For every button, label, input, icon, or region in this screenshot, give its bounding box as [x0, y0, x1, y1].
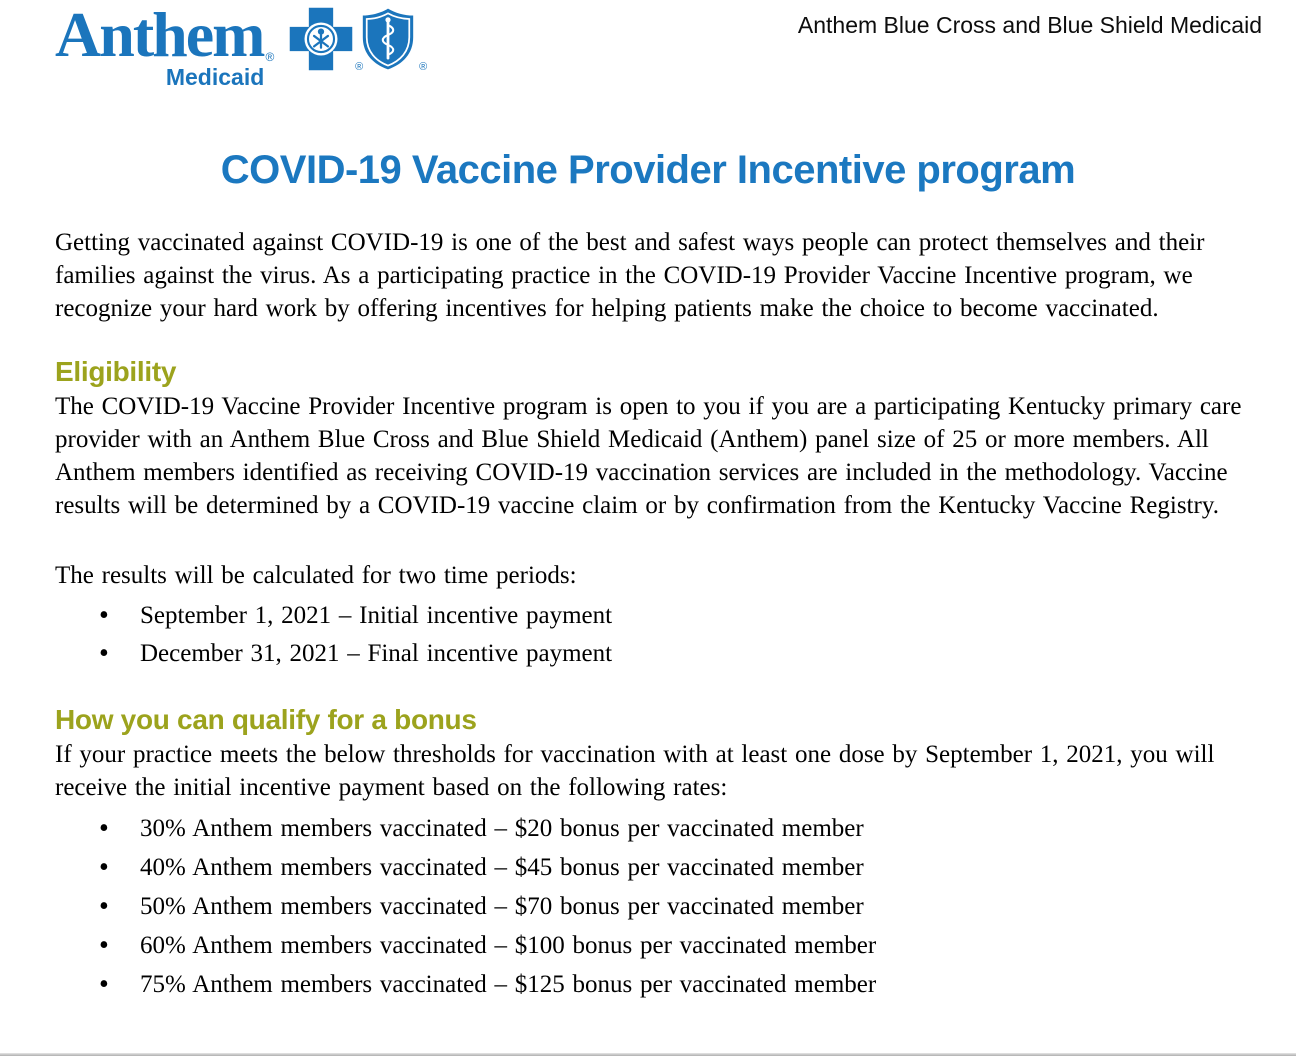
list-item: • 40% Anthem members vaccinated – $45 bonus per vaccinated member: [55, 848, 1246, 887]
periods-intro-text: The results will be calculated for two time periods:: [55, 562, 577, 589]
list-item: • 75% Anthem members vaccinated – $125 bonus per vaccinated member: [55, 965, 1246, 1004]
page-title: COVID-19 Vaccine Provider Incentive program: [220, 148, 1076, 192]
anthem-medicaid-logo: [55, 0, 428, 91]
bcbs-logo-icons: [284, 6, 428, 77]
list-item: • 50% Anthem members vaccinated – $70 bonus per vaccinated member: [55, 887, 1246, 926]
eligibility-paragraph: The COVID-19 Vaccine Provider Incentive program is open to you if you are a participating Kentucky primary care provider with an Anthem Blue Cross and Blue Shield Medicaid (Anthem) panel size of 25 or more members. All Anthem members identified as receiving COVID-19 vaccination services are included in the methodology. Vaccine results will be determined by a COVID-19 vaccine claim or by confirmation from the Kentucky Vaccine Registry.: [55, 393, 1242, 519]
payment-periods-list: [55, 597, 1246, 673]
bonus-heading: How you can qualify for a bonus: [55, 704, 477, 735]
list-item: • 30% Anthem members vaccinated – $20 bonus per vaccinated member: [55, 809, 1246, 848]
logo-medicaid-label: Medicaid: [165, 64, 265, 90]
intro-paragraph: Getting vaccinated against COVID-19 is one of the best and safest ways people can protect themselves and their families against the virus. As a participating practice in the COVID-19 Provider Vaccine Incentive program, we recognize your hard work by offering incentives for helping patients make the choice to become vaccinated.: [55, 229, 1205, 322]
document-body: [0, 226, 1296, 1004]
header-plan-name: Anthem Blue Cross and Blue Shield Medicaid: [797, 12, 1262, 38]
registered-mark: ®: [265, 50, 275, 64]
list-item: • September 1, 2021 – Initial incentive payment: [55, 597, 1246, 635]
list-item: • 60% Anthem members vaccinated – $100 bonus per vaccinated member: [55, 926, 1246, 965]
anthem-wordmark: Anthem: [55, 0, 264, 70]
list-item: • December 31, 2021 – Final incentive payment: [55, 635, 1246, 673]
eligibility-heading: Eligibility: [55, 356, 177, 387]
anthem-wordmark-block: [55, 0, 275, 91]
bonus-rates-list: [55, 809, 1246, 1004]
registered-mark: ®: [355, 61, 364, 73]
blue-cross-icon: [288, 6, 354, 72]
blue-shield-icon: [358, 6, 418, 72]
bonus-paragraph: If your practice meets the below thresholds for vaccination with at least one dose by September 1, 2021, you will receive the initial incentive payment based on the following rates:: [55, 741, 1215, 801]
document-header: [0, 0, 1296, 91]
registered-mark: ®: [419, 61, 428, 73]
